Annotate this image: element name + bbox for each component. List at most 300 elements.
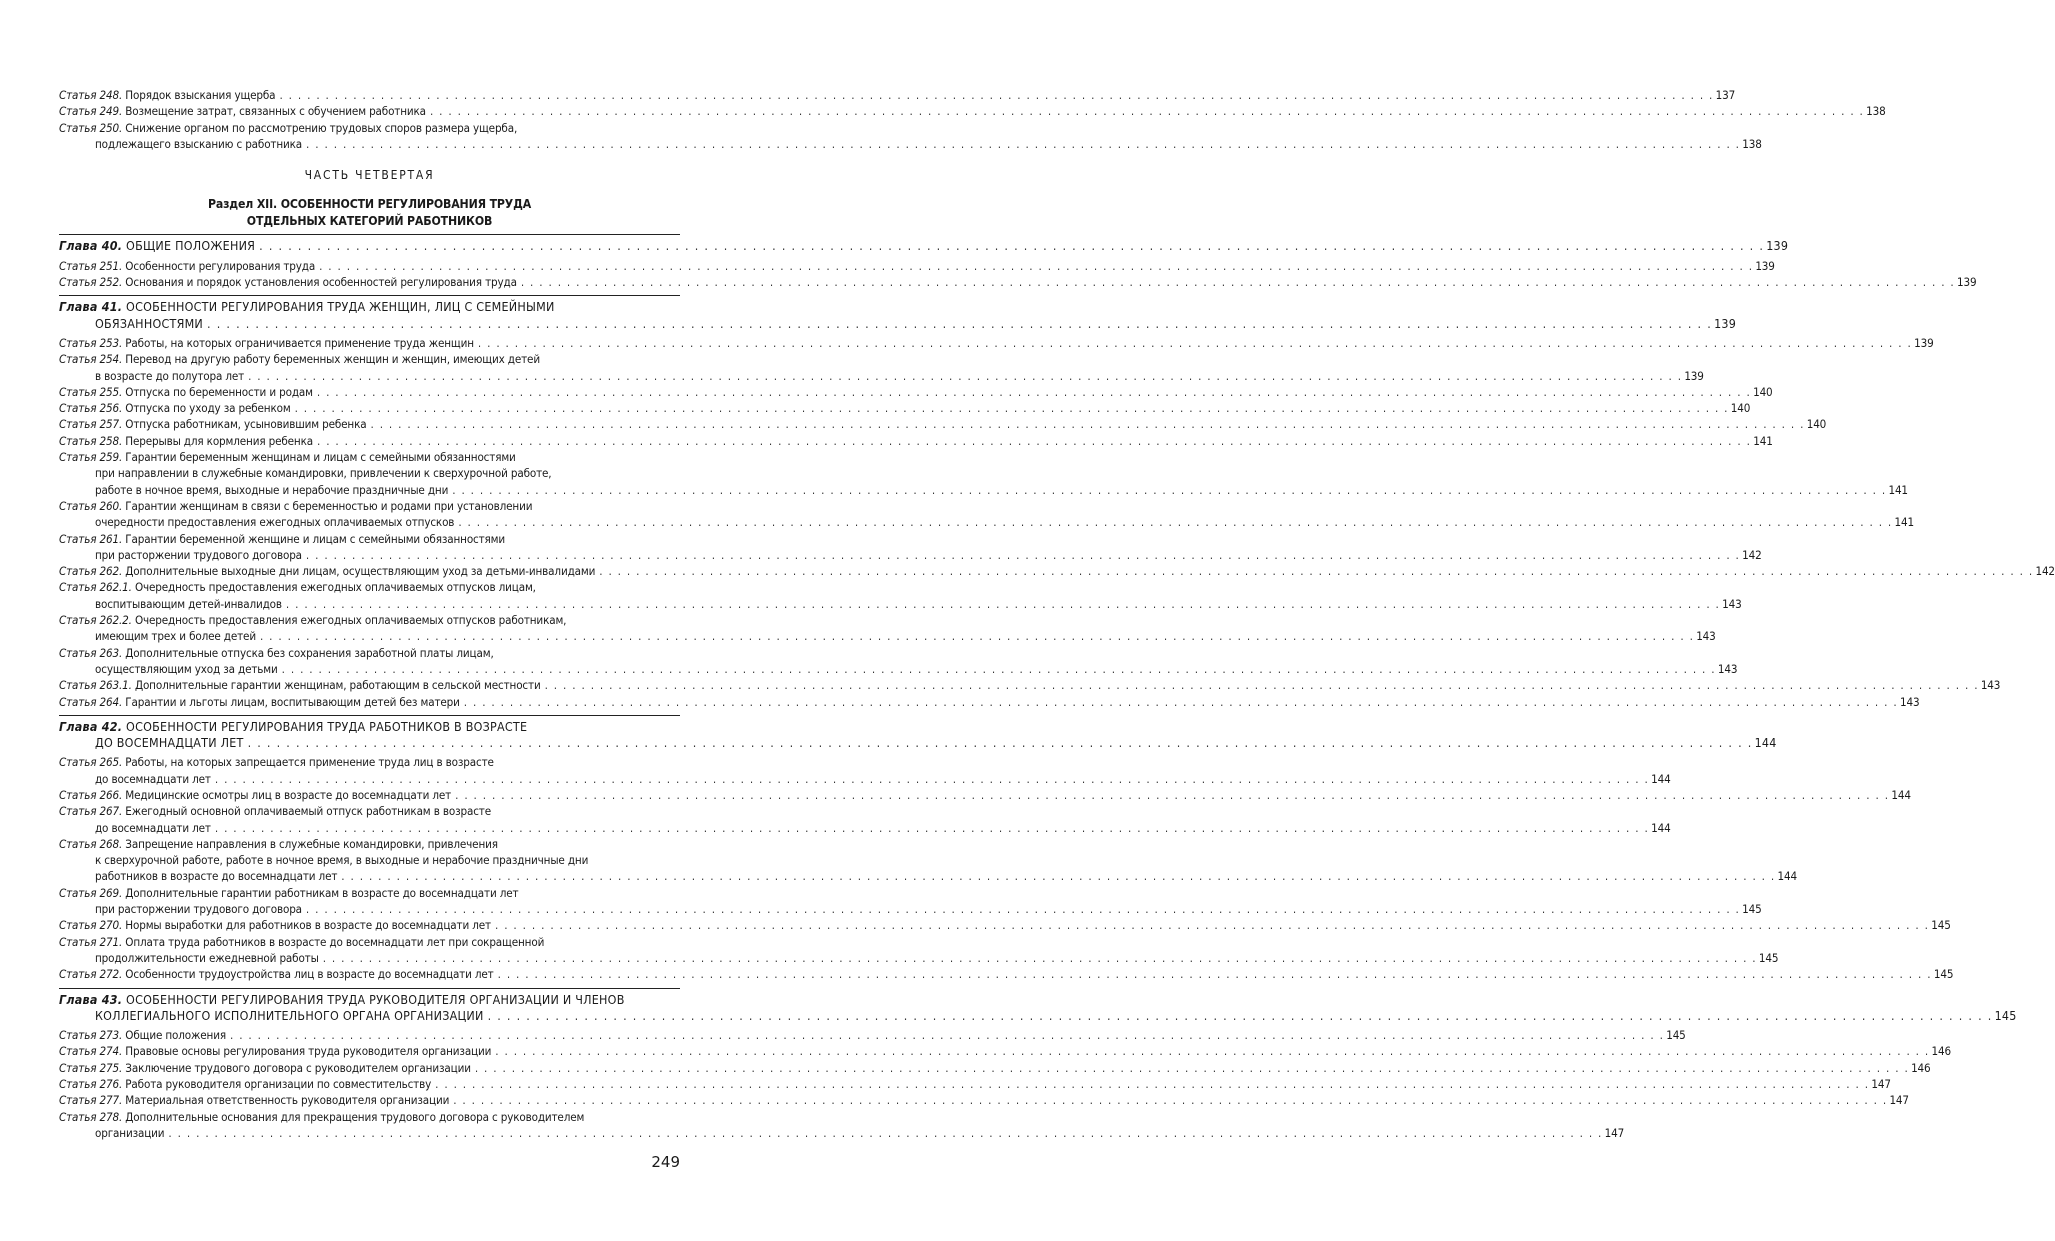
entry-text (95, 661, 278, 677)
article-number: Статья 262.2. (59, 613, 132, 628)
article-list (59, 335, 2055, 710)
page-ref: 143 (1717, 661, 1738, 676)
article-entry (59, 335, 1934, 351)
entry-title: Работа руководителя организации по совместительству (125, 1077, 432, 1092)
entry-line (59, 645, 680, 661)
entry-title: продолжительности ежедневной работы (95, 950, 319, 965)
entry-title: при направлении в служебные командировки, привлечении к сверхурочной работе, (95, 466, 552, 481)
entry-line (59, 531, 680, 547)
dot-leader (452, 482, 1886, 498)
page-ref: 140 (1753, 384, 1773, 399)
article-number: Статья 268. (59, 836, 123, 851)
dot-leader (248, 368, 1682, 384)
dot-leader (248, 735, 1753, 751)
article-number: Статья 260. (59, 498, 123, 513)
dot-leader (475, 1060, 1909, 1076)
dot-leader (453, 1092, 1887, 1108)
entry-line (59, 258, 1775, 274)
entry-text (59, 563, 595, 579)
article-entry (59, 694, 1920, 710)
entry-title: Перевод на другую работу беременных женщин и женщин, имеющих детей (125, 352, 540, 367)
chapter-block (59, 988, 2017, 1142)
article-entry (59, 612, 1716, 645)
entry-title: организации (95, 1125, 165, 1140)
entry-text (95, 820, 211, 836)
part-title: ЧАСТЬ ЧЕТВЕРТАЯ (304, 168, 435, 183)
article-list (59, 1027, 1951, 1141)
entry-line (59, 416, 1827, 432)
dot-leader (282, 661, 1716, 677)
article-number: Статья 271. (59, 934, 123, 949)
page-number: 249 (651, 1153, 680, 1171)
page-ref: 138 (1742, 136, 1762, 151)
dot-leader (317, 433, 1751, 449)
page-ref: 140 (1730, 401, 1751, 416)
entry-text (59, 335, 474, 351)
entry-line (59, 596, 1742, 612)
section-title-line: Раздел XII. ОСОБЕННОСТИ РЕГУЛИРОВАНИЯ ТРУДА (207, 197, 532, 212)
article-entry (59, 351, 1704, 384)
article-entry (59, 754, 1671, 787)
entry-text (59, 836, 498, 852)
page-ref: 139 (1684, 368, 1704, 383)
entry-line (59, 1007, 2017, 1024)
entry-text (95, 482, 448, 498)
article-number: Статья 259. (59, 450, 123, 465)
article-entry (59, 1027, 1686, 1043)
entry-text (59, 1027, 226, 1043)
article-list (59, 258, 1977, 291)
entry-title: ОСОБЕННОСТИ РЕГУЛИРОВАНИЯ ТРУДА ЖЕНЩИН, ЛИЦ С СЕМЕЙНЫМИ (126, 299, 555, 315)
dot-leader (545, 677, 1979, 693)
article-entry (59, 885, 1762, 918)
entry-text (59, 433, 313, 449)
entry-line (59, 612, 680, 628)
dot-leader (478, 335, 1912, 351)
toc-chapters (59, 234, 2055, 1141)
entry-line (59, 694, 1920, 710)
entry-text (95, 596, 282, 612)
page-ref: 146 (1911, 1060, 1931, 1075)
entry-text (59, 299, 555, 315)
chapter-number: Глава 40. (59, 238, 123, 254)
page-ref: 143 (1722, 596, 1742, 611)
page-ref: 143 (1696, 629, 1716, 644)
article-number: Статья 254. (59, 352, 123, 367)
entry-title: работе в ночное время, выходные и нерабочие праздничные дни (95, 482, 449, 497)
article-number: Статья 261. (59, 531, 123, 546)
page-ref: 139 (1914, 335, 1934, 350)
entry-title: Медицинские осмотры лиц в возрасте до восемнадцати лет (125, 787, 452, 802)
chapter-block (59, 295, 2055, 709)
article-number: Статья 257. (59, 417, 123, 432)
chapter-number: Глава 43. (59, 991, 123, 1007)
entry-line (59, 547, 1762, 563)
entry-text (95, 901, 302, 917)
dot-leader (464, 694, 1898, 710)
entry-text (59, 238, 255, 254)
article-number: Статья 251. (59, 258, 123, 273)
dot-leader (495, 917, 1929, 933)
entry-text (59, 351, 540, 367)
dot-leader (599, 563, 2033, 579)
dot-leader (430, 103, 1864, 119)
entry-line (59, 803, 680, 819)
entry-line (59, 1109, 680, 1125)
chapter-block (59, 234, 1977, 290)
dot-leader (495, 1043, 1929, 1059)
dot-leader (295, 400, 1729, 416)
entry-line (59, 579, 680, 595)
page-ref: 147 (1889, 1093, 1909, 1108)
page-ref: 140 (1806, 417, 1827, 432)
entry-title: Работы, на которых ограничивается применение труда женщин (125, 335, 474, 350)
entry-text (59, 992, 625, 1008)
dot-leader (341, 868, 1775, 884)
page-ref: 146 (1931, 1044, 1951, 1059)
page-ref: 139 (1714, 315, 1737, 331)
entry-line (59, 400, 1751, 416)
entry-line (59, 103, 1886, 119)
entry-text (95, 628, 256, 644)
dot-leader (370, 416, 1804, 432)
article-number: Статья 256. (59, 401, 123, 416)
entry-text (59, 384, 313, 400)
entry-line (59, 449, 680, 465)
page-ref: 145 (1931, 918, 1951, 933)
entry-line (59, 498, 680, 514)
entry-text (59, 1060, 471, 1076)
entry-line (59, 934, 680, 950)
entry-line (59, 966, 1954, 982)
entry-title: ОСОБЕННОСТИ РЕГУЛИРОВАНИЯ ТРУДА РАБОТНИКОВ В ВОЗРАСТЕ (126, 718, 528, 734)
article-entry (59, 1092, 1909, 1108)
entry-title: Правовые основы регулирования труда руководителя организации (125, 1044, 492, 1059)
entry-title: Гарантии и льготы лицам, воспитывающим детей без матери (125, 694, 460, 709)
article-number: Статья 249. (59, 104, 123, 119)
entry-line (59, 677, 2001, 693)
page-ref: 147 (1604, 1125, 1625, 1140)
page-ref: 144 (1891, 787, 1911, 802)
toc-prelude (59, 87, 1886, 152)
article-entry (59, 531, 1762, 564)
article-number: Статья 273. (59, 1028, 123, 1043)
article-entry (59, 677, 2001, 693)
article-entry (59, 416, 1827, 432)
dot-leader (230, 1027, 1664, 1043)
article-number: Статья 262. (59, 564, 123, 579)
entry-title: ДО ВОСЕМНАДЦАТИ ЛЕТ (95, 735, 244, 751)
entry-text (95, 950, 319, 966)
entry-line (59, 771, 1671, 787)
article-entry (59, 563, 2055, 579)
entry-text (59, 1076, 431, 1092)
toc-page (59, 87, 2055, 1141)
dot-leader (521, 274, 1955, 290)
entry-text (59, 120, 517, 136)
entry-title: Отпуска по уходу за ребенком (125, 401, 291, 416)
chapter-number: Глава 41. (59, 299, 123, 315)
entry-text (95, 514, 454, 530)
entry-title: Отпуска работникам, усыновившим ребенка (125, 417, 367, 432)
chapter-entry (59, 299, 1737, 332)
entry-text (59, 803, 491, 819)
entry-line (59, 1027, 1686, 1043)
article-number: Статья 263. (59, 645, 123, 660)
entry-text (95, 316, 203, 332)
entry-line (59, 384, 1773, 400)
entry-line (59, 735, 1777, 751)
entry-line (59, 1125, 1625, 1141)
entry-title: при расторжении трудового договора (95, 902, 302, 917)
entry-line (59, 238, 1789, 254)
section-title-line: ОТДЕЛЬНЫХ КАТЕГОРИЙ РАБОТНИКОВ (246, 213, 493, 228)
article-entry (59, 803, 1671, 836)
dot-leader (286, 596, 1720, 612)
chapter-entry (59, 718, 1777, 752)
entry-line (59, 950, 1779, 966)
page-ref: 141 (1894, 515, 1915, 530)
article-list (59, 754, 1954, 982)
dot-leader (279, 87, 1713, 103)
entry-line (59, 1092, 1909, 1108)
dot-leader (488, 1008, 1993, 1024)
entry-text (59, 274, 517, 290)
entry-line (59, 274, 1977, 290)
page-ref: 139 (1766, 238, 1789, 254)
entry-line (59, 901, 1762, 917)
dot-leader (435, 1076, 1869, 1092)
article-entry (59, 787, 1911, 803)
article-entry (59, 498, 1915, 531)
entry-line (59, 335, 1934, 351)
entry-line (59, 852, 680, 868)
entry-text (59, 612, 566, 628)
dot-leader (306, 547, 1740, 563)
article-number: Статья 263.1. (59, 678, 132, 693)
entry-title: ОБЩИЕ ПОЛОЖЕНИЯ (126, 238, 256, 254)
entry-text (59, 258, 315, 274)
entry-title: Дополнительные выходные дни лицам, осуществляющим уход за детьми-инвалидами (125, 564, 596, 579)
article-entry (59, 1043, 1951, 1059)
article-number: Статья 272. (59, 967, 123, 982)
article-entry (59, 966, 1954, 982)
entry-title: Общие положения (125, 1028, 226, 1043)
page-ref: 141 (1753, 433, 1773, 448)
entry-text (59, 1043, 491, 1059)
page-ref: 142 (2035, 564, 2055, 579)
entry-text (59, 416, 366, 432)
entry-text (59, 787, 451, 803)
entry-title: Особенности регулирования труда (125, 258, 316, 273)
entry-title: Основания и порядок установления особенностей регулирования труда (125, 275, 517, 290)
entry-title: Оплата труда работников в возрасте до восемнадцати лет при сокращенной (125, 934, 545, 949)
entry-text (95, 1125, 164, 1141)
entry-text (59, 498, 532, 514)
article-entry (59, 400, 1751, 416)
dot-leader (168, 1125, 1602, 1141)
entry-title: Гарантии беременной женщине и лицам с семейными обязанностями (125, 531, 506, 546)
entry-text (59, 400, 291, 416)
dot-leader (498, 966, 1932, 982)
article-number: Статья 274. (59, 1044, 123, 1059)
entry-line (59, 465, 680, 481)
entry-line (59, 628, 1716, 644)
entry-text (59, 1092, 449, 1108)
entry-text (59, 645, 494, 661)
entry-title: при расторжении трудового договора (95, 547, 302, 562)
article-entry (59, 1076, 1891, 1092)
entry-line (59, 136, 1762, 152)
article-entry (59, 120, 1762, 153)
article-number: Статья 275. (59, 1060, 123, 1075)
page-ref: 144 (1651, 820, 1671, 835)
dot-leader (319, 258, 1753, 274)
entry-line (59, 514, 1915, 530)
article-entry (59, 449, 1908, 498)
entry-title: Дополнительные отпуска без сохранения заработной платы лицам, (125, 645, 494, 660)
entry-text (59, 449, 516, 465)
article-number: Статья 264. (59, 694, 123, 709)
entry-line (59, 351, 680, 367)
entry-line (59, 315, 1737, 332)
entry-title: к сверхурочной работе, работе в ночное время, в выходные и нерабочие праздничные дни (95, 853, 589, 868)
entry-line (59, 368, 1704, 384)
entry-title: до восемнадцати лет (95, 820, 211, 835)
article-entry (59, 87, 1736, 103)
page-ref: 142 (1742, 547, 1762, 562)
entry-text (59, 917, 491, 933)
entry-title: воспитывающим детей-инвалидов (95, 596, 282, 611)
page-ref: 143 (1899, 694, 1920, 709)
article-entry (59, 836, 1797, 885)
entry-text (59, 754, 494, 770)
entry-title: очередности предоставления ежегодных оплачиваемых отпусков (95, 515, 455, 530)
entry-text (59, 885, 518, 901)
dot-leader (306, 901, 1740, 917)
entry-title: ОБЯЗАННОСТЯМИ (95, 315, 204, 331)
entry-title: Нормы выработки для работников в возрасте до восемнадцати лет (125, 918, 491, 933)
page-ref: 144 (1777, 869, 1797, 884)
article-number: Статья 266. (59, 787, 123, 802)
article-entry (59, 258, 1775, 274)
page-ref: 144 (1754, 735, 1777, 751)
entry-title: Порядок взыскания ущерба (125, 88, 276, 102)
page-ref: 141 (1888, 482, 1908, 497)
entry-title: работников в возрасте до восемнадцати лет (95, 869, 338, 884)
article-number: Статья 253. (59, 335, 123, 350)
entry-text (59, 103, 426, 119)
entry-title: Возмещение затрат, связанных с обучением работника (125, 104, 426, 119)
entry-title: Отпуска по беременности и родам (125, 384, 313, 399)
dot-leader (260, 628, 1694, 644)
entry-text (59, 531, 505, 547)
dot-leader (215, 771, 1649, 787)
entry-text (59, 966, 494, 982)
entry-title: Перерывы для кормления ребенка (125, 433, 313, 448)
page-ref: 145 (1933, 967, 1954, 982)
entry-title: Дополнительные основания для прекращения трудового договора с руководителем (125, 1109, 585, 1124)
entry-line (59, 1043, 1951, 1059)
entry-text (59, 87, 275, 103)
article-number: Статья 277. (59, 1093, 123, 1108)
article-number: Статья 270. (59, 918, 123, 933)
entry-text (59, 934, 544, 950)
page-ref: 145 (1666, 1028, 1686, 1043)
page-ref: 147 (1871, 1077, 1891, 1092)
entry-text (59, 1109, 584, 1125)
entry-line (59, 787, 1911, 803)
entry-title: Заключение трудового договора с руководителем организации (125, 1060, 471, 1075)
entry-title: Дополнительные гарантии женщинам, работающим в сельской местности (134, 678, 541, 693)
entry-title: Работы, на которых запрещается применение труда лиц в возрасте (125, 755, 494, 770)
entry-text (95, 735, 244, 751)
page-ref: 145 (1758, 950, 1779, 965)
entry-text (59, 677, 541, 693)
entry-title: до восемнадцати лет (95, 771, 211, 786)
entry-line (59, 836, 680, 852)
entry-text (59, 579, 536, 595)
entry-line (59, 1060, 1931, 1076)
entry-title: Особенности трудоустройства лиц в возрасте до восемнадцати лет (125, 967, 494, 982)
dot-leader (215, 820, 1649, 836)
entry-line (59, 482, 1908, 498)
chapter-block (59, 715, 1954, 983)
entry-title: Запрещение направления в служебные командировки, привлечения (125, 836, 498, 851)
page-ref: 145 (1994, 1007, 2017, 1023)
article-number: Статья 255. (59, 384, 123, 399)
entry-title: ОСОБЕННОСТИ РЕГУЛИРОВАНИЯ ТРУДА РУКОВОДИТЕЛЯ ОРГАНИЗАЦИИ И ЧЛЕНОВ (126, 991, 625, 1007)
entry-text (95, 547, 302, 563)
page-ref: 137 (1715, 88, 1736, 102)
article-number: Статья 258. (59, 433, 123, 448)
entry-line (59, 820, 1671, 836)
chapter-entry (59, 991, 2017, 1025)
article-entry (59, 274, 1977, 290)
dot-leader (259, 238, 1764, 254)
entry-title: Дополнительные гарантии работникам в возрасте до восемнадцати лет (125, 885, 519, 900)
entry-title: Очередность предоставления ежегодных оплачиваемых отпусков работникам, (134, 613, 567, 628)
entry-line (59, 754, 680, 770)
article-number: Статья 262.1. (59, 580, 132, 595)
entry-title: осуществляющим уход за детьми (95, 661, 278, 676)
entry-title: Снижение органом по рассмотрению трудовых споров размера ущерба, (125, 120, 518, 135)
entry-line (59, 299, 680, 315)
article-number: Статья 252. (59, 275, 123, 290)
article-number: Статья 250. (59, 120, 123, 135)
entry-line (59, 120, 680, 136)
dot-leader (207, 316, 1712, 332)
entry-text (59, 719, 527, 735)
entry-line (59, 885, 680, 901)
dot-leader (306, 136, 1740, 152)
article-entry (59, 917, 1951, 933)
page-ref: 138 (1866, 104, 1886, 119)
entry-text (95, 771, 211, 787)
chapter-entry (59, 238, 1789, 254)
dot-leader (458, 514, 1892, 530)
entry-text (59, 694, 460, 710)
entry-title: Очередность предоставления ежегодных оплачиваемых отпусков лицам, (134, 580, 536, 595)
entry-text (95, 465, 551, 481)
entry-line (59, 563, 2055, 579)
chapter-number: Глава 42. (59, 718, 123, 734)
page-ref: 143 (1980, 678, 2001, 693)
section-title (59, 196, 680, 229)
entry-text (95, 1008, 484, 1024)
entry-line (59, 917, 1951, 933)
page-ref: 139 (1755, 258, 1775, 273)
